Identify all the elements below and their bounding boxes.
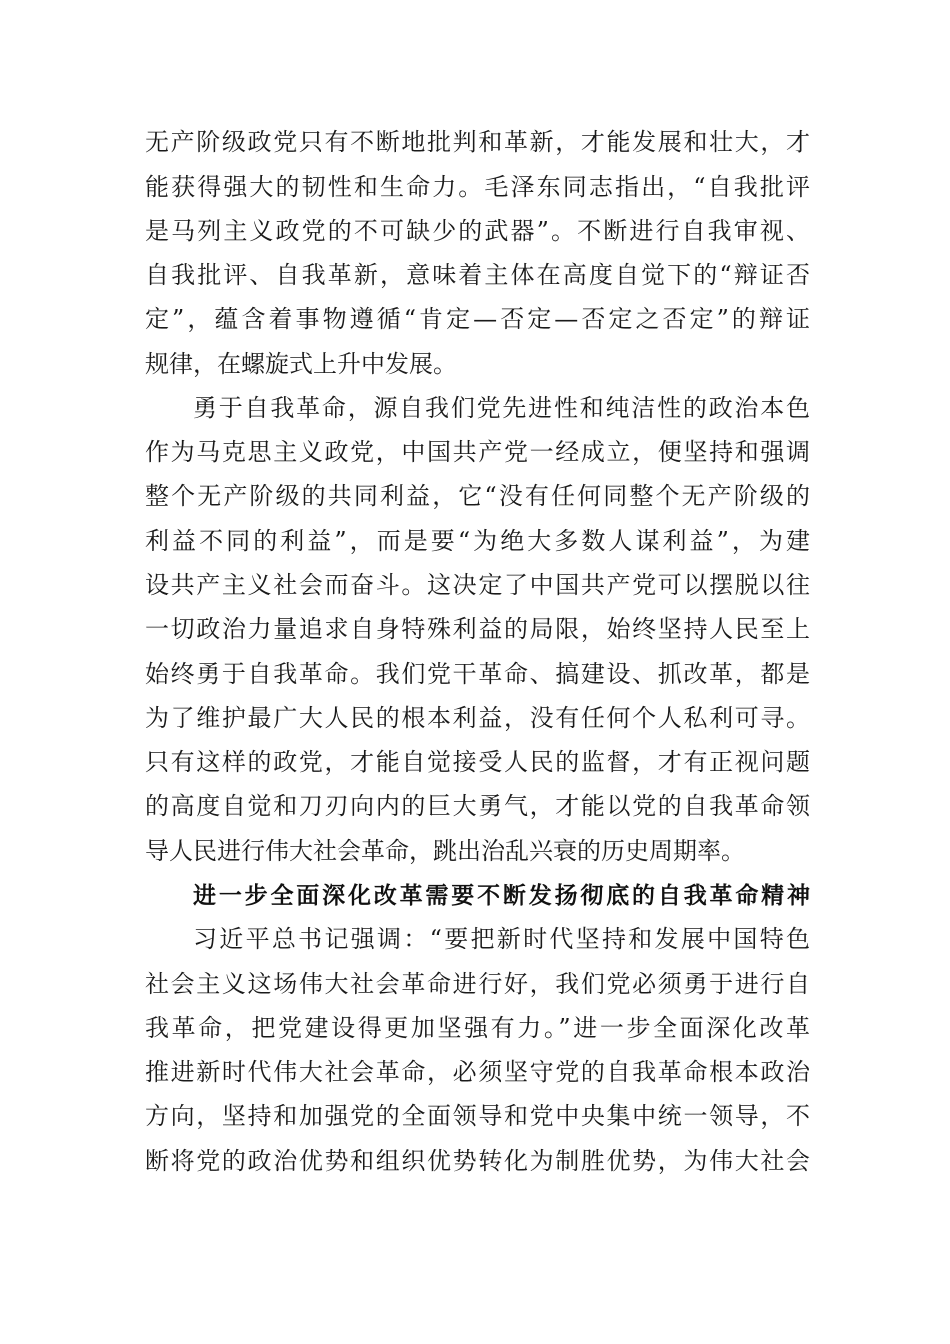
paragraph-2-line-7: 始终勇于自我革命。我们党干革命、搞建设、抓改革，都是 [145, 660, 810, 688]
paragraph-2-line-11: 导人民进行伟大社会革命，跳出治乱兴衰的历史周期率。 [145, 837, 745, 865]
paragraph-2-line-6: 一切政治力量追求自身特殊利益的局限，始终坚持人民至上 [145, 615, 810, 643]
paragraph-2-line-8: 为了维护最广大人民的根本利益，没有任何个人私利可寻。 [145, 704, 810, 732]
paragraph-1-line-2: 能获得强大的韧性和生命力。毛泽东同志指出，“自我批评 [145, 173, 810, 201]
paragraph-1-line-4: 自我批评、自我革新，意味着主体在高度自觉下的“辩证否 [145, 261, 810, 289]
paragraph-1-line-5: 定”，蕴含着事物遵循“肯定—否定—否定之否定”的辩证 [145, 305, 810, 333]
paragraph-3-line-5: 方向，坚持和加强党的全面领导和党中央集中统一领导，不 [145, 1102, 810, 1130]
paragraph-2-line-2: 作为马克思主义政党，中国共产党一经成立，便坚持和强调 [145, 438, 810, 466]
section-heading: 进一步全面深化改革需要不断发扬彻底的自我革命精神 [193, 883, 810, 909]
paragraph-1-line-1: 无产阶级政党只有不断地批判和革新，才能发展和壮大，才 [145, 128, 810, 156]
paragraph-2-line-9: 只有这样的政党，才能自觉接受人民的监督，才有正视问题 [145, 748, 810, 776]
paragraph-3-line-3: 我革命，把党建设得更加坚强有力。”进一步全面深化改革 [145, 1014, 810, 1042]
paragraph-2-line-4: 利益不同的利益”，而是要“为绝大多数人谋利益”，为建 [145, 527, 810, 555]
paragraph-3-line-2: 社会主义这场伟大社会革命进行好，我们党必须勇于进行自 [145, 970, 810, 998]
paragraph-3-line-1: 习近平总书记强调：“要把新时代坚持和发展中国特色 [193, 925, 810, 953]
paragraph-3-line-4: 推进新时代伟大社会革命，必须坚守党的自我革命根本政治 [145, 1058, 810, 1086]
paragraph-2-line-10: 的高度自觉和刀刃向内的巨大勇气，才能以党的自我革命领 [145, 792, 810, 820]
paragraph-3-line-6: 断将党的政治优势和组织优势转化为制胜优势，为伟大社会 [145, 1147, 810, 1175]
paragraph-2-line-5: 设共产主义社会而奋斗。这决定了中国共产党可以摆脱以往 [145, 571, 810, 599]
paragraph-2-line-3: 整个无产阶级的共同利益，它“没有任何同整个无产阶级的 [145, 482, 810, 510]
paragraph-1-line-6: 规律，在螺旋式上升中发展。 [145, 350, 457, 378]
paragraph-1-line-3: 是马列主义政党的不可缺少的武器”。不断进行自我审视、 [145, 217, 810, 245]
paragraph-2-line-1: 勇于自我革命，源自我们党先进性和纯洁性的政治本色 [193, 394, 810, 422]
